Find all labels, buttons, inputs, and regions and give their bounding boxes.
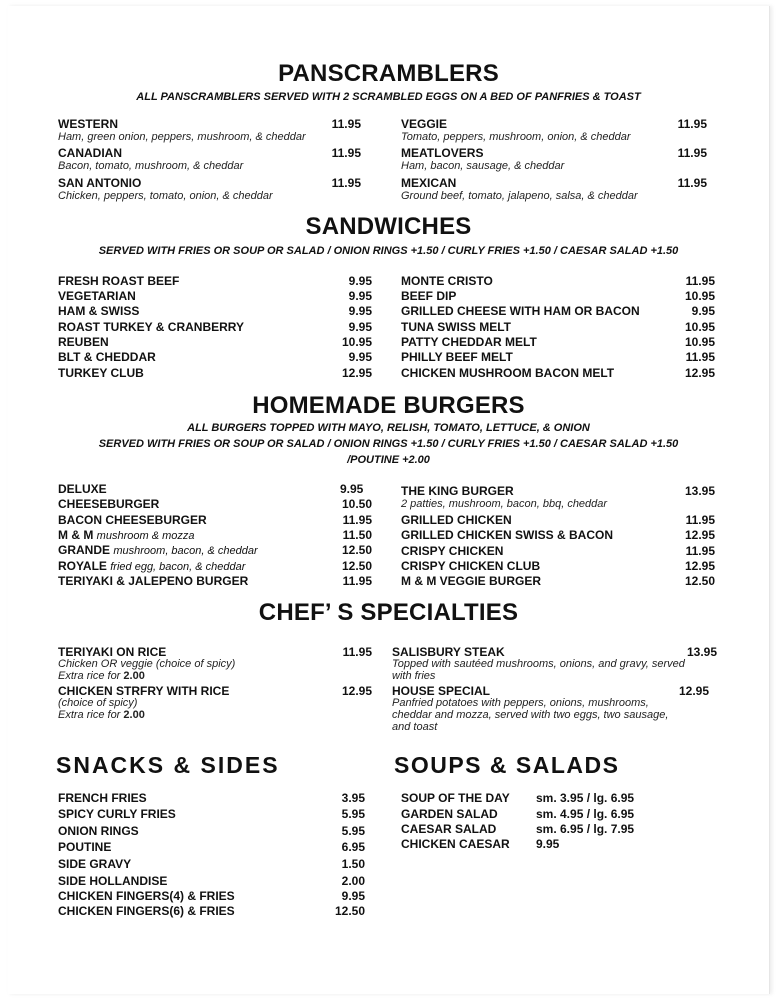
item-name: WESTERN: [58, 117, 118, 131]
item-description: Bacon, tomato, mushroom, & cheddar: [58, 160, 244, 172]
item-name: [58, 528, 194, 544]
menu-item: [58, 146, 361, 176]
item-name: BEEF DIP: [401, 289, 457, 303]
item-price: 11.95: [685, 513, 715, 527]
item-price: 9.95: [348, 350, 372, 364]
item-name-text: M & M: [58, 528, 94, 542]
menu-item: [401, 544, 715, 559]
item-description: 2 patties, mushroom, bacon, bbq, cheddar: [401, 498, 608, 510]
snacks-sides-title: SNACKS & SIDES: [56, 752, 280, 778]
item-description: Ground beef, tomato, jalapeno, salsa, & cheddar: [401, 190, 638, 202]
menu-item: [58, 543, 372, 558]
menu-item: [401, 117, 707, 147]
item-price: 11.50: [342, 528, 372, 542]
item-price: 10.95: [341, 335, 372, 349]
item-name: CHICKEN CAESAR: [401, 837, 510, 851]
item-inline-description: mushroom, bacon, & cheddar: [113, 545, 258, 557]
item-price: 10.95: [684, 289, 715, 303]
item-price: 9.95: [348, 304, 372, 318]
menu-item: [401, 513, 715, 528]
item-price: 10.95: [684, 320, 715, 334]
item-name-text: ROYALE: [58, 559, 107, 573]
item-price: 10.50: [341, 497, 372, 511]
menu-item: [58, 904, 365, 919]
item-name: VEGGIE: [401, 117, 448, 131]
item-description: with fries: [392, 670, 436, 682]
item-price: 2.00: [341, 874, 365, 888]
item-description: Chicken, peppers, tomato, onion, & cheddar: [58, 190, 273, 202]
item-name: CRISPY CHICKEN CLUB: [401, 559, 541, 573]
menu-item: [58, 117, 361, 147]
item-price: 11.95: [677, 176, 707, 190]
item-price: 11.95: [331, 176, 361, 190]
item-inline-description: fried egg, bacon, & cheddar: [110, 561, 246, 573]
item-name-text: GRANDE: [58, 543, 111, 557]
menu-item: [401, 146, 707, 176]
menu-item: [401, 574, 715, 589]
menu-item: [58, 320, 372, 335]
menu-item: [58, 513, 372, 528]
item-name: SIDE GRAVY: [58, 857, 132, 871]
panscramblers-title: PANSCRAMBLERS: [278, 60, 499, 87]
item-description: (choice of spicy): [58, 697, 138, 709]
item-description: Panfried potatoes with peppers, onions, mushrooms,: [392, 697, 649, 709]
item-name: BLT & CHEDDAR: [58, 350, 156, 364]
item-description: Ham, green onion, peppers, mushroom, & cheddar: [58, 131, 306, 143]
item-name: ONION RINGS: [58, 824, 139, 838]
menu-item: [58, 274, 372, 289]
menu-item: [401, 289, 715, 304]
menu-item: [392, 684, 717, 736]
item-name: MEXICAN: [401, 176, 457, 190]
item-price: 9.95: [340, 482, 364, 496]
item-name: TUNA SWISS MELT: [401, 320, 511, 334]
menu-item: [401, 274, 715, 289]
menu-item: [58, 289, 372, 304]
item-price: 11.95: [677, 117, 707, 131]
item-name: CANADIAN: [58, 146, 122, 160]
menu-item: [401, 528, 715, 543]
item-name: CHICKEN STRFRY WITH RICE: [58, 684, 230, 698]
item-name: DELUXE: [58, 482, 107, 496]
menu-item: [401, 335, 715, 350]
menu-item: [58, 528, 372, 543]
item-price: 11.95: [685, 544, 715, 558]
item-name: TERIYAKI ON RICE: [58, 645, 167, 659]
menu-item: [58, 824, 365, 839]
item-inline-description: mushroom & mozza: [96, 530, 195, 542]
item-name: GRILLED CHICKEN SWISS & BACON: [401, 528, 614, 542]
menu-item: [401, 837, 661, 852]
item-name: HOUSE SPECIAL: [392, 684, 491, 698]
item-name: [58, 543, 258, 559]
item-price: 12.95: [684, 559, 715, 573]
soups-salads-title: SOUPS & SALADS: [394, 752, 620, 778]
item-price: 9.95: [348, 320, 372, 334]
menu-item: [58, 366, 372, 381]
item-price: 12.95: [684, 366, 715, 380]
item-price: 11.95: [342, 574, 372, 588]
item-name: SOUP OF THE DAY: [401, 791, 510, 805]
extra-price: 2.00: [123, 670, 145, 682]
extra-price: 2.00: [123, 709, 145, 721]
item-price: 9.95: [348, 289, 372, 303]
item-price: 12.95: [684, 528, 715, 542]
extra-label: Extra rice for: [58, 670, 124, 682]
item-name: BACON CHEESEBURGER: [58, 513, 207, 527]
item-name: CHICKEN FINGERS(4) & FRIES: [58, 889, 235, 903]
item-price: 5.95: [341, 807, 365, 821]
menu-item: [58, 482, 372, 497]
item-price: sm. 4.95 / lg. 6.95: [536, 807, 635, 821]
item-price: 9.95: [536, 837, 560, 851]
item-name: POUTINE: [58, 840, 112, 854]
item-price: 11.95: [331, 117, 361, 131]
item-price: 1.50: [341, 857, 365, 871]
item-name: CAESAR SALAD: [401, 822, 497, 836]
item-price: 12.50: [334, 904, 365, 918]
item-name: THE KING BURGER: [401, 484, 514, 498]
menu-item: [401, 176, 707, 206]
extra-label: Extra rice for: [58, 709, 124, 721]
item-price: 11.95: [685, 274, 715, 288]
item-name: CHEESEBURGER: [58, 497, 160, 511]
menu-item: [58, 350, 372, 365]
item-name: PATTY CHEDDAR MELT: [401, 335, 537, 349]
item-price: 12.50: [341, 543, 372, 557]
item-name: CHICKEN FINGERS(6) & FRIES: [58, 904, 235, 918]
item-name: SIDE HOLLANDISE: [58, 874, 168, 888]
item-price: 12.95: [341, 366, 372, 380]
item-price: 6.95: [341, 840, 365, 854]
menu-item: [58, 574, 372, 589]
item-name: TURKEY CLUB: [58, 366, 144, 380]
menu-item: [392, 645, 717, 685]
menu-item: [401, 559, 715, 574]
item-name: SAN ANTONIO: [58, 176, 142, 190]
item-name: GRILLED CHICKEN: [401, 513, 512, 527]
item-name: FRENCH FRIES: [58, 791, 147, 805]
item-name: HAM & SWISS: [58, 304, 140, 318]
item-name: M & M VEGGIE BURGER: [401, 574, 542, 588]
item-price: 12.95: [678, 684, 709, 698]
menu-item: [401, 484, 715, 514]
item-name: SPICY CURLY FRIES: [58, 807, 176, 821]
item-name: MEATLOVERS: [401, 146, 484, 160]
burgers-title: HOMEMADE BURGERS: [252, 392, 525, 419]
menu-item: [58, 857, 365, 872]
item-name: PHILLY BEEF MELT: [401, 350, 513, 364]
item-name: VEGETARIAN: [58, 289, 136, 303]
item-name: TERIYAKI & JALEPENO BURGER: [58, 574, 249, 588]
item-price: 12.50: [341, 559, 372, 573]
chef-specialties-title: CHEF’ S SPECIALTIES: [258, 599, 519, 626]
burgers-subtitle-1: ALL BURGERS TOPPED WITH MAYO, RELISH, TOMATO, LETTUCE, & ONION: [187, 422, 590, 434]
menu-item: [58, 335, 372, 350]
menu-item: [58, 807, 365, 822]
item-extra: [58, 709, 145, 722]
menu-item: [401, 320, 715, 335]
menu-item: [58, 645, 372, 682]
menu-item: [401, 350, 715, 365]
item-extra: [58, 670, 145, 683]
menu-item: [58, 840, 365, 855]
menu-item: [401, 791, 661, 806]
panscramblers-subtitle: ALL PANSCRAMBLERS SERVED WITH 2 SCRAMBLED EGGS ON A BED OF PANFRIES & TOAST: [136, 91, 641, 103]
item-name: GRILLED CHEESE WITH HAM OR BACON: [401, 304, 640, 318]
menu-item: [58, 791, 365, 806]
item-price: 11.95: [342, 645, 372, 659]
sandwiches-title: SANDWICHES: [305, 213, 472, 240]
item-name: GARDEN SALAD: [401, 807, 498, 821]
item-description: and toast: [392, 721, 438, 733]
menu-item: [401, 366, 715, 381]
item-price: 11.95: [685, 350, 715, 364]
item-price: 9.95: [341, 889, 365, 903]
item-name: REUBEN: [58, 335, 109, 349]
item-description: Tomato, peppers, mushroom, onion, & cheddar: [401, 131, 631, 143]
item-price: 10.95: [684, 335, 715, 349]
item-price: sm. 3.95 / lg. 6.95: [536, 791, 635, 805]
menu-item: [58, 497, 372, 512]
item-name: ROAST TURKEY & CRANBERRY: [58, 320, 245, 334]
item-name: MONTE CRISTO: [401, 274, 493, 288]
item-price: 13.95: [686, 645, 717, 659]
item-name: CRISPY CHICKEN: [401, 544, 504, 558]
item-price: sm. 6.95 / lg. 7.95: [536, 822, 635, 836]
item-price: 9.95: [691, 304, 715, 318]
item-price: 12.50: [684, 574, 715, 588]
item-description: cheddar and mozza, served with two eggs, two sausage,: [392, 709, 669, 721]
item-name: FRESH ROAST BEEF: [58, 274, 180, 288]
item-price: 11.95: [331, 146, 361, 160]
menu-item: [401, 304, 715, 319]
item-price: 5.95: [341, 824, 365, 838]
menu-item: [58, 304, 372, 319]
item-price: 13.95: [684, 484, 715, 498]
burgers-subtitle-3: /POUTINE +2.00: [347, 454, 430, 466]
burgers-subtitle-2: SERVED WITH FRIES OR SOUP OR SALAD / ONION RINGS +1.50 / CURLY FRIES +1.50 / CAESAR SALAD +1.50: [98, 438, 679, 450]
menu-item: [58, 874, 365, 889]
item-price: 11.95: [342, 513, 372, 527]
menu-item: [58, 559, 372, 574]
menu-item: [58, 176, 361, 206]
item-price: 3.95: [341, 791, 365, 805]
menu-item: [58, 889, 365, 904]
menu-item: [401, 822, 661, 837]
item-price: 12.95: [341, 684, 372, 698]
item-description: Ham, bacon, sausage, & cheddar: [401, 160, 565, 172]
item-price: 11.95: [677, 146, 707, 160]
sandwiches-subtitle: SERVED WITH FRIES OR SOUP OR SALAD / ONION RINGS +1.50 / CURLY FRIES +1.50 / CAESAR SALAD +1.50: [98, 245, 679, 257]
item-price: 9.95: [348, 274, 372, 288]
menu-item: [58, 684, 372, 724]
menu-item: [401, 807, 661, 822]
item-description: Chicken OR veggie (choice of spicy): [58, 658, 236, 670]
item-name: [58, 559, 245, 575]
item-name: SALISBURY STEAK: [392, 645, 505, 659]
item-description: Topped with sautéed mushrooms, onions, and gravy, served: [392, 658, 685, 670]
item-name: CHICKEN MUSHROOM BACON MELT: [401, 366, 615, 380]
